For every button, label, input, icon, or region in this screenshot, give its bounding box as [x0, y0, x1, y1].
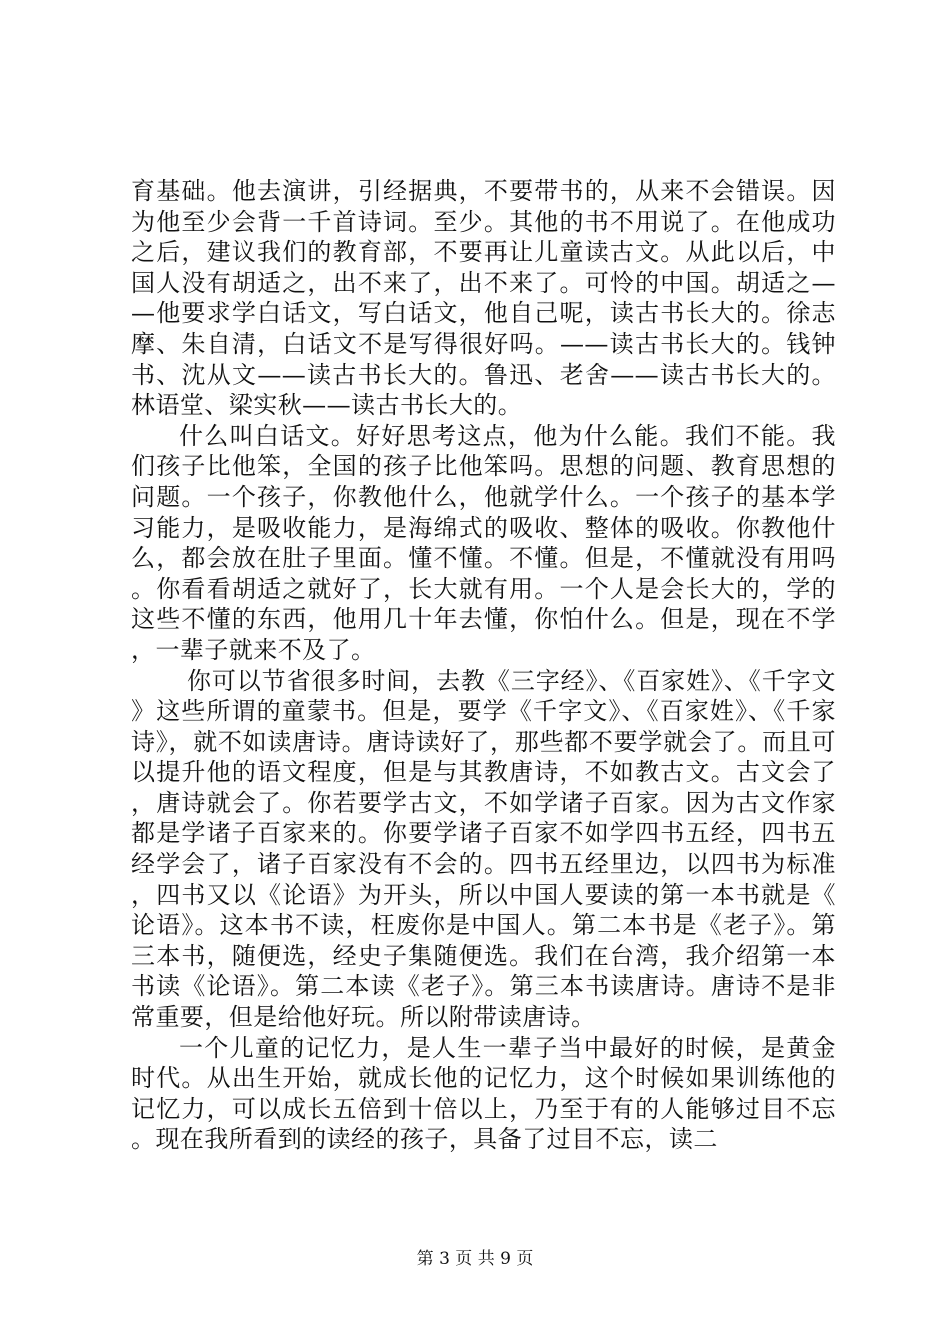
- paragraph-4: 一个儿童的记忆力，是人生一辈子当中最好的时候，是黄金时代。从出生开始，就成长他的记忆力，这个时候如果训练他的记忆力，可以成长五倍到十倍以上，乃至于有的人能够过目不忘。现在我所看到的读经的孩子，具备了过目不忘，读二: [131, 1033, 836, 1154]
- paragraph-2: 什么叫白话文。好好思考这点，他为什么能。我们不能。我们孩子比他笨，全国的孩子比他笨吗。思想的问题、教育思想的问题。一个孩子，你教他什么，他就学什么。一个孩子的基本学习能力，是吸收能力，是海绵式的吸收、整体的吸收。你教他什么，都会放在肚子里面。懂不懂。不懂。但是，不懂就没有用吗。你看看胡适之就好了，长大就有用。一个人是会长大的，学的这些不懂的东西，他用几十年去懂，你怕什么。但是，现在不学，一辈子就来不及了。: [131, 421, 836, 664]
- paragraph-1: 育基础。他去演讲，引经据典，不要带书的，从来不会错误。因为他至少会背一千首诗词。至少。其他的书不用说了。在他成功之后，建议我们的教育部，不要再让儿童读古文。从此以后，中国人没有胡适之，出不来了，出不来了。可怜的中国。胡适之——他要求学白话文，写白话文，他自己呢，读古书长大的。徐志摩、朱自清，白话文不是写得很好吗。——读古书长大的。钱钟书、沈从文——读古书长大的。鲁迅、老舍——读古书长大的。林语堂、梁实秋——读古书长大的。: [131, 177, 836, 420]
- paragraph-3: 你可以节省很多时间，去教《三字经》、《百家姓》、《千字文》这些所谓的童蒙书。但是，要学《千字文》、《百家姓》、《千家诗》，就不如读唐诗。唐诗读好了，那些都不要学就会了。而且可以提升他的语文程度，但是与其教唐诗，不如教古文。古文会了，唐诗就会了。你若要学古文，不如学诸子百家。因为古文作家都是学诸子百家来的。你要学诸子百家不如学四书五经，四书五经学会了，诸子百家没有不会的。四书五经里边，以四书为标准，四书又以《论语》为开头，所以中国人要读的第一本书就是《论语》。这本书不读，枉废你是中国人。第二本书是《老子》。第三本书，随便选，经史子集随便选。我们在台湾，我介绍第一本书读《论语》。第二本读《老子》。第三本书读唐诗。唐诗不是非常重要，但是给他好玩。所以附带读唐诗。: [131, 666, 836, 1032]
- page-footer: 第 3 页 共 9 页: [416, 1249, 534, 1269]
- document-body: [131, 176, 836, 1155]
